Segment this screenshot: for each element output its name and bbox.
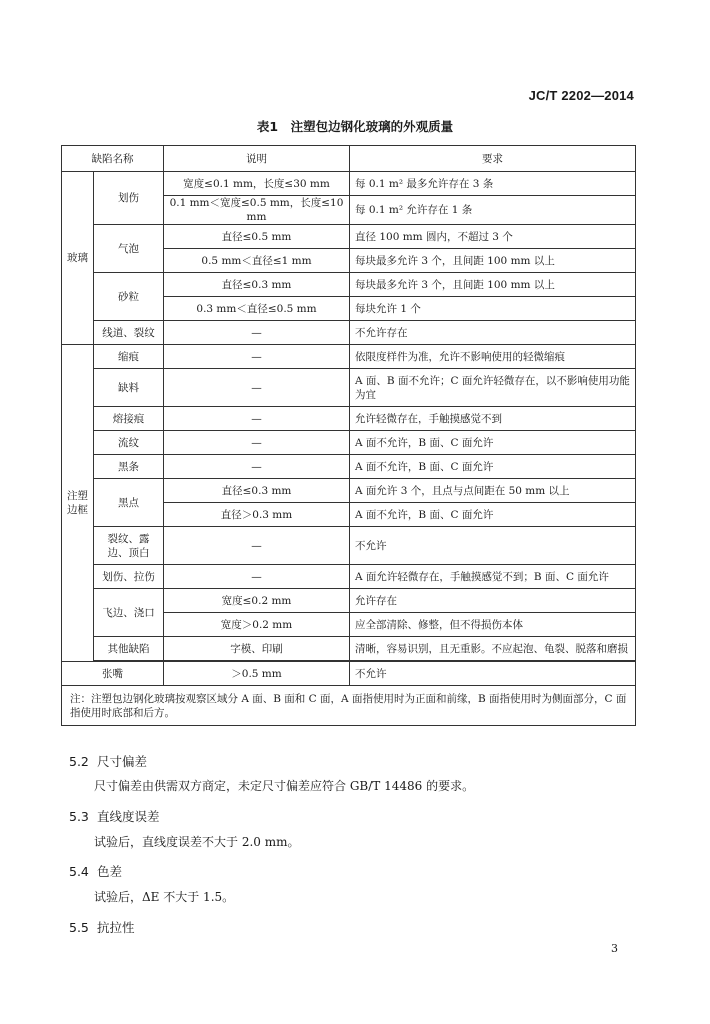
table-row [62,321,636,345]
section-number: 5.3 [69,809,89,824]
defect-req: 不允许存在 [350,321,636,345]
table-row [62,527,636,565]
header-defect-name: 缺陷名称 [62,146,164,172]
defect-desc: — [164,345,350,369]
table-row [62,407,636,431]
defect-req: 每块最多允许 3 个，且间距 100 mm 以上 [350,249,636,273]
table-header-row [62,146,636,172]
defect-req: 每块允许 1 个 [350,297,636,321]
section-paragraph: 尺寸偏差由供需双方商定，未定尺寸偏差应符合 GB/T 14486 的要求。 [94,779,475,793]
standard-code: JC/T 2202—2014 [528,88,634,103]
section-heading [69,807,160,825]
defect-name: 线道、裂纹 [94,321,164,345]
table-row [62,225,636,249]
table-row [62,589,636,613]
defect-name: 黑条 [94,455,164,479]
defect-req: 不允许 [350,662,636,686]
defect-desc: 直径≤0.3 mm [164,479,350,503]
section-title: 尺寸偏差 [97,754,148,769]
section-paragraph: 试验后，ΔE 不大于 1.5。 [94,890,235,904]
defect-name: 熔接痕 [94,407,164,431]
defect-req: 每 0.1 m² 最多允许存在 3 条 [350,172,636,196]
defect-name: 缩痕 [94,345,164,369]
appearance-quality-table [61,145,636,726]
defect-req: 直径 100 mm 圆内，不超过 3 个 [350,225,636,249]
section-title: 抗拉性 [97,920,135,935]
defect-name: 划伤 [94,172,164,225]
section-number: 5.2 [69,754,89,769]
defect-desc: 0.5 mm＜直径≤1 mm [164,249,350,273]
defect-desc: 0.3 mm＜直径≤0.5 mm [164,297,350,321]
defect-desc: 直径≤0.3 mm [164,273,350,297]
section-number: 5.4 [69,864,89,879]
defect-desc: 宽度≤0.2 mm [164,589,350,613]
defect-desc: — [164,527,350,565]
table-row [62,172,636,196]
defect-req: A 面、B 面不允许；C 面允许轻微存在，以不影响使用功能为宜 [350,369,636,407]
table-row [62,565,636,589]
page-number: 3 [611,942,618,955]
defect-desc: — [164,369,350,407]
defect-desc: — [164,431,350,455]
defect-desc: — [164,321,350,345]
defect-name: 黑点 [94,479,164,527]
section-title: 色差 [97,864,123,879]
header-requirement: 要求 [350,146,636,172]
defect-desc: 0.1 mm＜宽度≤0.5 mm，长度≤10 mm [164,196,350,225]
defect-name: 飞边、浇口 [94,589,164,637]
table-row [62,479,636,503]
table-row [62,345,636,369]
defect-name: 张嘴 [62,662,164,686]
defect-name: 气泡 [94,225,164,273]
defect-req: 依限度样件为准，允许不影响使用的轻微缩痕 [350,345,636,369]
defect-desc: 直径＞0.3 mm [164,503,350,527]
section-number: 5.5 [69,920,89,935]
defect-name: 缺料 [94,369,164,407]
header-description: 说明 [164,146,350,172]
defect-desc: — [164,407,350,431]
table-row [62,662,636,686]
table-row [62,455,636,479]
group-label-glass: 玻璃 [62,172,94,345]
defect-desc: 宽度＞0.2 mm [164,613,350,637]
defect-desc: — [164,455,350,479]
section-title: 直线度误差 [97,809,160,824]
defect-req: A 面允许轻微存在，手触摸感觉不到；B 面、C 面允许 [350,565,636,589]
table-row [62,431,636,455]
defect-req: 每块最多允许 3 个，且间距 100 mm 以上 [350,273,636,297]
defect-name: 砂粒 [94,273,164,321]
defect-req: A 面不允许，B 面、C 面允许 [350,431,636,455]
defect-desc: — [164,565,350,589]
table-note-row [62,686,636,726]
table-row [62,369,636,407]
defect-desc: ＞0.5 mm [164,662,350,686]
defect-req: 应全部清除、修整，但不得损伤本体 [350,613,636,637]
defect-req: 允许轻微存在，手触摸感觉不到 [350,407,636,431]
table-caption: 表1 注塑包边钢化玻璃的外观质量 [256,119,454,134]
section-heading [69,752,147,770]
defect-req: A 面允许 3 个，且点与点间距在 50 mm 以上 [350,479,636,503]
section-heading [69,862,122,880]
table-row [62,637,636,661]
defect-req: 每 0.1 m² 允许存在 1 条 [350,196,636,225]
defect-name: 划伤、拉伤 [94,565,164,589]
defect-name: 裂纹、露边、顶白 [94,527,164,565]
defect-req: A 面不允许，B 面、C 面允许 [350,503,636,527]
defect-desc: 字模、印刷 [164,637,350,661]
table-note: 注：注塑包边钢化玻璃按观察区域分 A 面、B 面和 C 面，A 面指使用时为正面和前缘，B 面指使用时为侧面部分，C 面指使用时底部和后方。 [62,686,636,726]
section-paragraph: 试验后，直线度误差不大于 2.0 mm。 [94,835,300,849]
defect-req: 不允许 [350,527,636,565]
defect-name: 其他缺陷 [94,637,164,661]
defect-req: A 面不允许，B 面、C 面允许 [350,455,636,479]
defect-name: 流纹 [94,431,164,455]
defect-desc: 宽度≤0.1 mm，长度≤30 mm [164,172,350,196]
defect-req: 清晰，容易识别，且无重影。不应起泡、龟裂、脱落和磨损 [350,637,636,661]
section-heading [69,918,135,936]
defect-req: 允许存在 [350,589,636,613]
table-row [62,273,636,297]
group-label-frame: 注塑边框 [62,345,94,662]
defect-desc: 直径≤0.5 mm [164,225,350,249]
